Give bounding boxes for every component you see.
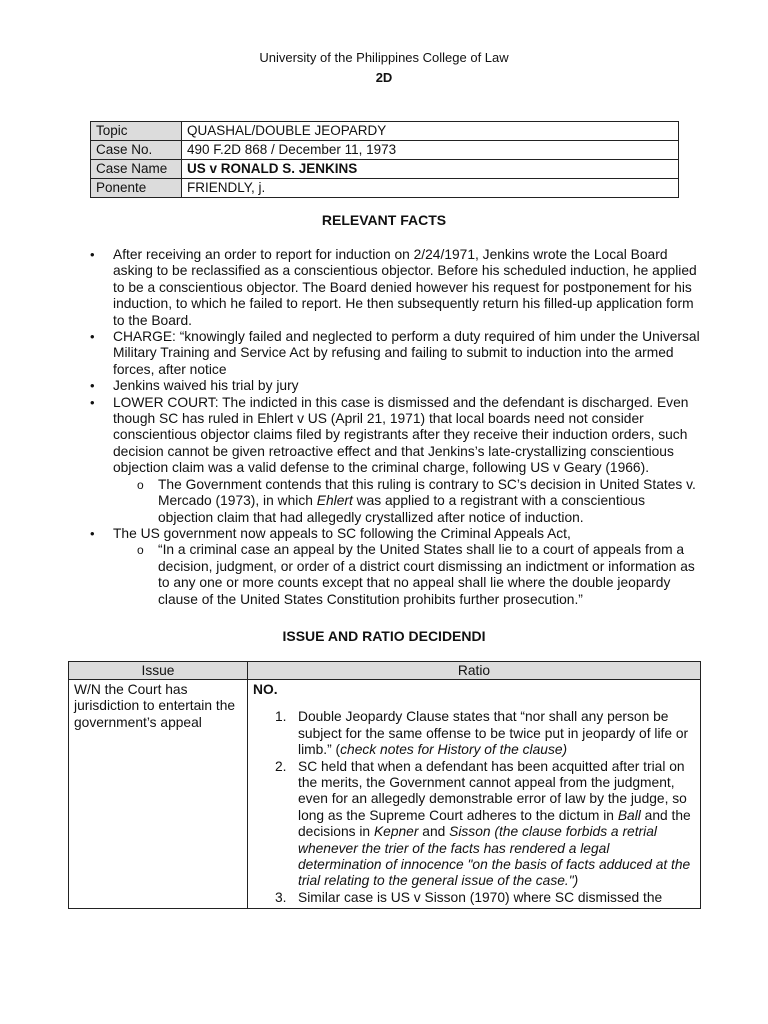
list-item bbox=[90, 329, 702, 378]
ponente-value: FRIENDLY, j. bbox=[182, 179, 679, 198]
case-name-value: US v RONALD S. JENKINS bbox=[182, 160, 679, 179]
case-no-label: Case No. bbox=[91, 141, 182, 160]
list-item bbox=[90, 395, 702, 477]
fact-text: The Government contends that this ruling is contrary to SC’s decision in United States v. Mercado (1973), in which bbox=[158, 476, 696, 509]
issue-column-header: Issue bbox=[69, 662, 248, 680]
case-citation: Ehlert bbox=[316, 493, 353, 509]
table-row bbox=[91, 179, 679, 198]
list-item bbox=[90, 378, 702, 394]
ratio-text: Similar case is US v Sisson (1970) where SC dismissed the bbox=[298, 889, 663, 905]
ratio-cell bbox=[248, 680, 701, 909]
fact-text: LOWER COURT: The indicted in this case is dismissed and the defendant is discharged. Even though SC has ruled in Ehlert v US (April 21, 1971) that local boards need not consider conscientious objector claims filed by registrants after they receive their induction orders, such decision cannot be given retroactive effect and that Jenkins’s late-crystallizing conscientious objection claim was a valid defense to the criminal charge, following US v Geary (1966). bbox=[113, 394, 689, 476]
case-citation: Kepner bbox=[373, 824, 419, 840]
document-header bbox=[0, 48, 768, 88]
ratio-text: Double Jeopardy Clause states that “nor shall any person be subject for the same offense to be twice put in jeopardy of life or limb.” ( bbox=[298, 709, 689, 758]
ratio-note: check notes for History of the clause) bbox=[340, 742, 568, 758]
section-label: 2D bbox=[375, 70, 393, 85]
case-info-table bbox=[90, 121, 679, 198]
issue-cell bbox=[69, 680, 248, 909]
ratio-text: SC held that when a defendant has been acquitted after trial on the merits, the Government cannot appeal from the judgment, even for an allegedly demonstrable error of law by the judge, so long as the Supreme Court adheres to the dictum in bbox=[298, 758, 687, 823]
fact-text: was applied to a registrant with a conscientious objection claim that had allegedly crystallized after notice of induction. bbox=[158, 493, 645, 525]
bullet-icon: • bbox=[90, 394, 95, 410]
topic-label: Topic bbox=[91, 122, 182, 141]
case-citation: Ball bbox=[617, 807, 641, 823]
table-header-row bbox=[69, 662, 701, 680]
fact-text: The US government now appeals to SC following the Criminal Appeals Act, bbox=[113, 525, 571, 541]
list-item bbox=[90, 477, 702, 526]
topic-value: QUASHAL/DOUBLE JEOPARDY bbox=[182, 122, 679, 141]
ratio-note: Sisson (the clause forbids a retrial whenever the trier of the facts has rendered a legal determination of innocence "on the basis of facts adduced at the trial relating to the general issue of the case.") bbox=[298, 824, 691, 889]
table-row bbox=[91, 141, 679, 160]
ratio-text: and bbox=[418, 824, 450, 840]
item-number: 2. bbox=[275, 758, 287, 774]
facts-list bbox=[90, 247, 702, 608]
list-item bbox=[253, 890, 695, 906]
fact-text: CHARGE: “knowingly failed and neglected to perform a duty required of him under the Universal Military Training and Service Act by refusing and failing to submit to induction into the armed forces, after notice bbox=[113, 329, 700, 377]
ponente-label: Ponente bbox=[91, 179, 182, 198]
item-number: 3. bbox=[275, 889, 287, 905]
bullet-icon: • bbox=[90, 247, 95, 262]
table-row bbox=[69, 680, 701, 909]
relevant-facts-heading: RELEVANT FACTS bbox=[321, 212, 447, 228]
sub-bullet-icon: o bbox=[137, 477, 144, 492]
table-row bbox=[91, 160, 679, 179]
sub-bullet-icon: o bbox=[137, 543, 144, 558]
school-title: University of the Philippines College of Law bbox=[259, 50, 509, 65]
list-item bbox=[253, 709, 695, 758]
bullet-icon: • bbox=[90, 525, 95, 541]
case-no-value: 490 F.2D 868 / December 11, 1973 bbox=[182, 141, 679, 160]
bullet-icon: • bbox=[90, 329, 95, 345]
fact-text: After receiving an order to report for induction on 2/24/1971, Jenkins wrote the Local Board asking to be reclassified as a conscientious objector. Before his scheduled induction, he applied to be a conscientious objector. The Board denied however his request for postponement for his induction, to which he failed to report. He then subsequently return his filled-up application form to the Board. bbox=[113, 247, 697, 328]
list-item bbox=[253, 759, 695, 890]
ratio-column-header: Ratio bbox=[248, 662, 701, 680]
case-name-label: Case Name bbox=[91, 160, 182, 179]
ruling-answer: NO. bbox=[253, 682, 278, 697]
issue-ratio-table bbox=[68, 661, 701, 909]
issue-text: W/N the Court has jurisdiction to entertain the government’s appeal bbox=[74, 682, 236, 730]
item-number: 1. bbox=[275, 709, 287, 725]
fact-text: Jenkins waived his trial by jury bbox=[113, 378, 299, 394]
fact-text: “In a criminal case an appeal by the United States shall lie to a court of appeals from a decision, judgment, or order of a district court dismissing an indictment or information as to any one or more counts except that no appeal shall lie where the double jeopardy clause of the United States Constitution prohibits further prosecution.” bbox=[158, 542, 695, 607]
list-item bbox=[90, 526, 702, 542]
list-item bbox=[90, 247, 702, 329]
list-item bbox=[90, 542, 702, 608]
ratio-text: and the decisions in bbox=[298, 807, 691, 840]
table-row bbox=[91, 122, 679, 141]
bullet-icon: • bbox=[90, 378, 95, 394]
issue-ratio-heading: ISSUE AND RATIO DECIDENDI bbox=[282, 628, 486, 644]
